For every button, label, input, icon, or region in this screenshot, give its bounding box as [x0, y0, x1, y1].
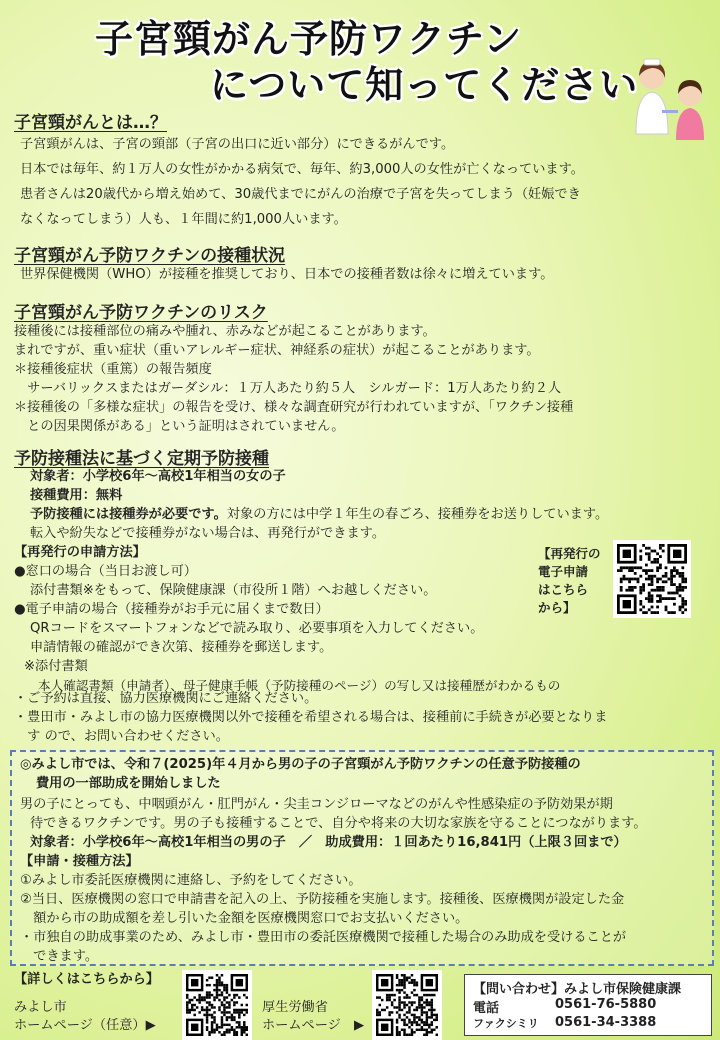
online-option: ●電子申請の場合（接種券がお手元に届くまで数日）: [14, 602, 329, 617]
fax-label: ファクシミリ: [473, 1017, 539, 1030]
sec3-line: まれですが、重い症状（重いアレルギー症状、神経系の症状）が起こることがあります。: [14, 343, 540, 358]
qr-code-mhlw[interactable]: [372, 970, 442, 1040]
attachment-title: ※添付書類: [24, 659, 88, 674]
section-heading-vaccination-status: 子宮頸がん予防ワクチンの接種状況: [14, 246, 286, 266]
sec3-line: サーバリックスまたはガーダシル：１万人あたり約５人 シルガード：1万人あたり約２人: [14, 381, 562, 396]
target-girls: 対象者：小学校6年～高校1年相当の女の子: [30, 469, 286, 484]
page-title-line2: について知ってください: [210, 63, 639, 107]
ticket-required-bold: 予防接種には接種券が必要です。: [30, 507, 227, 522]
qr-label-line: はこちら: [538, 582, 589, 597]
sec2-line: 世界保健機関（WHO）が接種を推奨しており、日本での接種者数は徐々に増えています。: [20, 267, 554, 282]
note-line: ・豊田市・みよし市の協力医療機関以外で接種を希望される場合は、接種前に手続きが必要となりま: [14, 710, 608, 725]
boys-step: ・市独自の助成事業のため、みよし市・豊田市の委託医療機関で接種した場合のみ助成を受けることが: [20, 930, 627, 945]
sec3-line: との因果関係がある」という証明はされていません。: [14, 419, 345, 434]
qr-code-reissue[interactable]: [613, 540, 691, 618]
details-label: 【詳しくはこちらから】: [14, 972, 160, 987]
section-heading-risks: 子宮頸がん予防ワクチンのリスク: [14, 303, 268, 323]
ticket-required-rest: 対象の方には中学１年生の春ごろ、接種券をお送りしています。: [226, 507, 609, 522]
online-desc: 申請情報の確認ができ次第、接種券を郵送します。: [30, 640, 333, 655]
contact-box: [464, 974, 712, 1036]
qr-label-line: 【再発行の: [538, 546, 601, 561]
page-title-line1: 子宮頸がん予防ワクチン: [95, 17, 523, 61]
contact-title: 【問い合わせ】みよし市保険健康課: [473, 982, 682, 997]
qr-code-city[interactable]: [182, 970, 252, 1040]
boys-desc: 男の子にとっても、中咽頭がん・肛門がん・尖圭コンジローマなどのがんや性感染症の予防効果が期: [20, 797, 613, 812]
sec1-line: なくなってしまう）人も、１年間に約1,000人います。: [20, 212, 347, 227]
sec3-line: ＊接種後の「多様な症状」の報告を受け、様々な調査研究が行われていますが、「ワクチン接種: [14, 400, 574, 415]
boys-heading: 費用の一部助成を開始しました: [36, 776, 221, 791]
note-line: す ので、お問い合わせください。: [14, 729, 229, 744]
qr-label-line: から】: [538, 600, 576, 615]
fee-free: 接種費用：無料: [30, 488, 123, 503]
reissue-method-heading: 【再発行の申請方法】: [14, 545, 146, 560]
sec3-line: ＊接種後症状（重篤）の報告頻度: [14, 362, 212, 377]
city-homepage-label: みよし市: [14, 1000, 67, 1015]
nurse-vaccination-illustration: [622, 54, 714, 146]
tel-label: 電話: [473, 1001, 500, 1016]
fax-number: 0561-34-3388: [555, 1015, 657, 1030]
boys-step: ①みよし市委託医療機関に連絡し、予約をしてください。: [20, 873, 362, 888]
boys-heading: ◎みよし市では、令和７(2025)年４月から男の子の子宮頸がん予防ワクチンの任意予防接種の: [20, 757, 581, 772]
city-homepage-link[interactable]: ホームページ（任意）▶: [14, 1018, 156, 1033]
sec1-line: 日本では毎年、約１万人の女性がかかる病気で、毎年、約3,000人の女性が亡くなっています。: [20, 162, 584, 177]
sec1-line: 子宮頸がんは、子宮の頸部（子宮の出口に近い部分）にできるがんです。: [20, 137, 455, 152]
ticket-required: [30, 505, 608, 524]
window-option: ●窓口の場合（当日お渡し可）: [14, 564, 197, 579]
qr-label-line: 電子申請: [538, 564, 589, 579]
boys-target: 対象者：小学校6年～高校1年相当の男の子 ／ 助成費用：１回あたり16,841円（上限３回まで）: [30, 835, 627, 850]
boys-desc: 待できるワクチンです。男の子も接種することで、自分や将来の大切な家族を守ることにつながります。: [30, 816, 647, 831]
window-desc: 添付書類※をもって、保険健康課（市役所１階）へお越しください。: [30, 583, 437, 598]
sec1-line: 患者さんは20歳代から増え始めて、30歳代までにがんの治療で子宮を失ってしまう（妊娠でき: [20, 187, 581, 202]
section-heading-cervical-cancer: 子宮頸がんとは…？: [14, 113, 167, 133]
boys-method-heading: 【申請・接種方法】: [20, 854, 139, 869]
boys-step: ②当日、医療機関の窓口で申請書を記入の上、予防接種を実施します。接種後、医療機関が設定した金: [20, 892, 625, 907]
qr-reissue-label: [538, 545, 601, 617]
section-heading-routine-vaccination: 予防接種法に基づく定期予防接種: [14, 449, 269, 469]
boys-step: 額から市の助成額を差し引いた金額を医療機関窓口でお支払いください。: [20, 911, 469, 926]
reissue-note: 転入や紛失などで接種券がない場合は、再発行ができます。: [30, 526, 386, 541]
mhlw-homepage-link[interactable]: ホームページ ▶: [262, 1018, 365, 1033]
boys-step: できます。: [20, 949, 99, 964]
attachment-desc: 本人確認書類（申請者）、母子健康手帳（予防接種のページ）の写し又は接種歴がわかるもの: [38, 678, 561, 693]
tel-number: 0561-76-5880: [555, 997, 657, 1012]
online-desc: QRコードをスマートフォンなどで読み取り、必要事項を入力してください。: [30, 621, 484, 636]
note-line: ・ご予約は直接、協力医療機関にご連絡ください。: [14, 691, 318, 706]
sec3-line: 接種後には接種部位の痛みや腫れ、赤みなどが起こることがあります。: [14, 324, 436, 339]
mhlw-homepage-label: 厚生労働省: [262, 1000, 328, 1015]
